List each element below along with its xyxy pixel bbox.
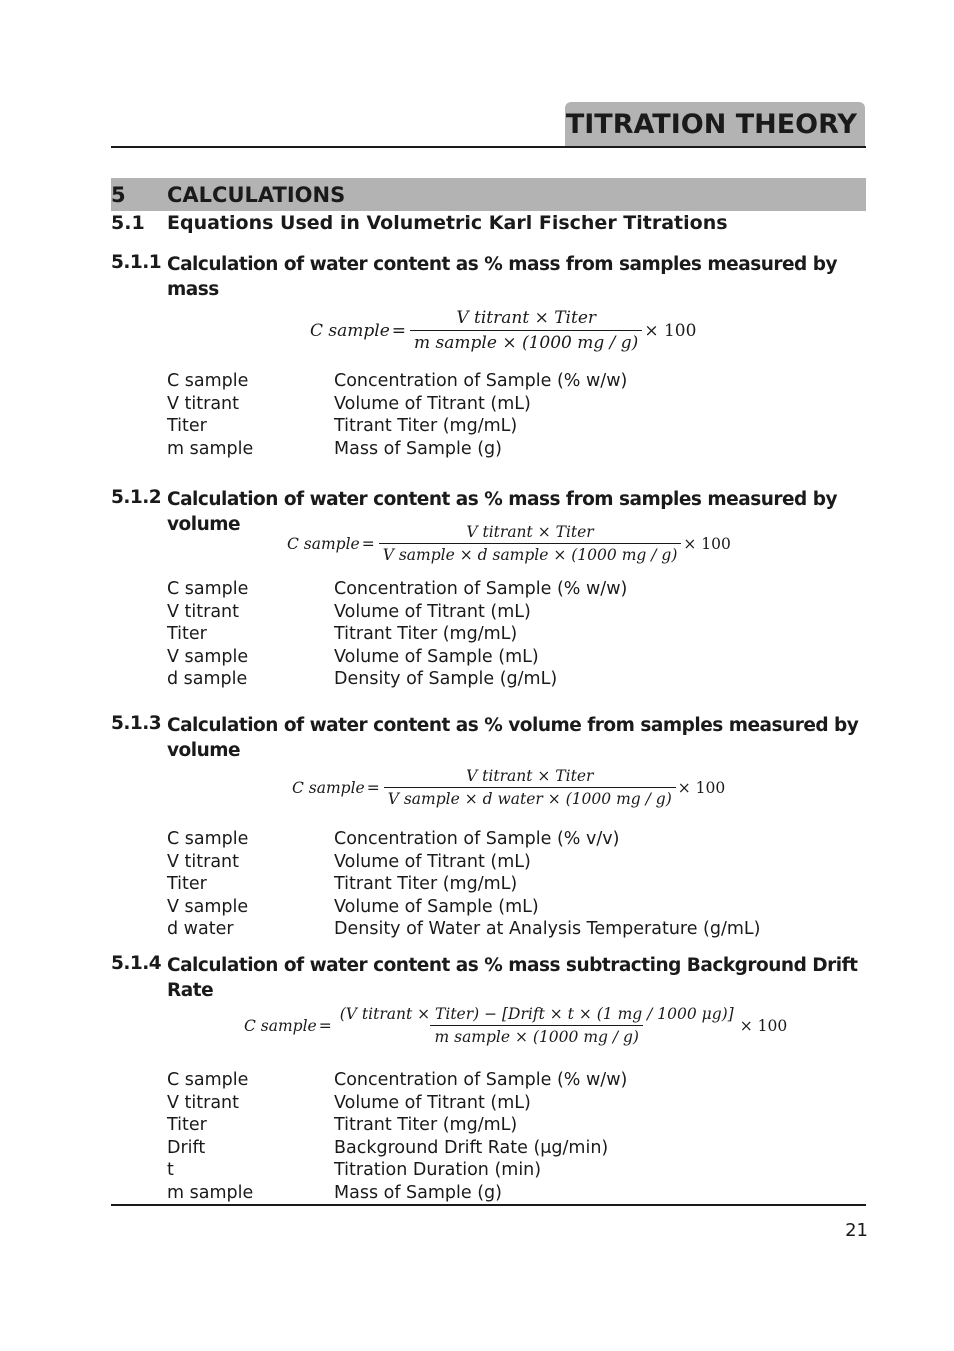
definition-row	[167, 578, 627, 601]
equation-lhs: C sample	[310, 320, 390, 341]
page-number: 21	[845, 1220, 868, 1241]
subsection-number: 5.1	[111, 212, 145, 234]
definition-symbol: d sample	[167, 669, 248, 689]
equation	[244, 1005, 787, 1046]
equation-lhs: C sample	[287, 534, 360, 553]
block-title: Calculation of water content as % mass from samples measured by mass	[167, 254, 838, 300]
running-header-title: TITRATION THEORY	[565, 102, 865, 146]
definition-symbol: V titrant	[167, 393, 239, 414]
equation-equals: =	[391, 320, 407, 341]
equation-numerator: V titrant × Titer	[466, 523, 594, 541]
equation-fraction	[336, 1005, 738, 1046]
definition-list	[167, 1069, 627, 1204]
equation-multiplier: × 100	[739, 1016, 788, 1035]
definition-row	[167, 1159, 627, 1182]
definition-symbol: t	[167, 1160, 174, 1180]
equation-denominator: m sample × (1000 mg / g)	[430, 1025, 643, 1046]
equation-multiplier: × 100	[683, 534, 731, 553]
equation-denominator: V sample × d sample × (1000 mg / g)	[379, 543, 682, 564]
definition-symbol: V titrant	[167, 851, 239, 872]
definition-description: Background Drift Rate (μg/min)	[334, 1137, 609, 1158]
block-number: 5.1.1	[111, 252, 162, 273]
definition-row	[167, 415, 627, 438]
footer-rule	[111, 1204, 866, 1206]
equation-numerator: V titrant × Titer	[456, 308, 597, 328]
equation	[310, 308, 696, 353]
block-title: Calculation of water content as % mass subtracting Background Drift Rate	[167, 955, 858, 1001]
definition-description: Volume of Titrant (mL)	[334, 1092, 531, 1113]
definition-symbol: C sample	[167, 1070, 249, 1090]
equation-numerator: V titrant × Titer	[466, 767, 594, 785]
block-number: 5.1.4	[111, 953, 162, 974]
definition-symbol: m sample	[167, 1182, 254, 1203]
definition-description: Volume of Titrant (mL)	[334, 393, 531, 414]
block-number: 5.1.3	[111, 713, 162, 734]
equation-equals: =	[318, 1016, 332, 1035]
definition-symbol: Titer	[167, 874, 207, 894]
definition-row	[167, 1069, 627, 1092]
definition-row	[167, 370, 627, 393]
section-number: 5	[111, 183, 126, 207]
definition-symbol: Titer	[167, 624, 207, 644]
definition-description: Concentration of Sample (% v/v)	[334, 829, 620, 849]
definition-row	[167, 851, 761, 874]
definition-row	[167, 623, 627, 646]
definition-description: Mass of Sample (g)	[334, 1182, 502, 1203]
definition-description: Titrant Titer (mg/mL)	[334, 874, 518, 894]
definition-description: Mass of Sample (g)	[334, 438, 502, 459]
definition-description: Concentration of Sample (% w/w)	[334, 371, 628, 391]
definition-row	[167, 1182, 627, 1205]
definition-symbol: V sample	[167, 646, 249, 667]
definition-description: Titrant Titer (mg/mL)	[334, 1115, 518, 1135]
definition-row	[167, 1092, 627, 1115]
definition-symbol: C sample	[167, 371, 249, 391]
equation-fraction	[384, 767, 676, 808]
equation-lhs: C sample	[244, 1016, 317, 1035]
equation-multiplier: × 100	[677, 778, 726, 797]
definition-list	[167, 828, 761, 941]
definition-row	[167, 393, 627, 416]
definition-symbol: d water	[167, 919, 234, 939]
definition-symbol: C sample	[167, 579, 249, 599]
definition-description: Volume of Sample (mL)	[334, 896, 539, 917]
definition-row	[167, 601, 627, 624]
definition-description: Density of Sample (g/mL)	[334, 669, 558, 689]
definition-symbol: V sample	[167, 896, 249, 917]
block-title: Calculation of water content as % mass from samples measured by volume	[167, 489, 838, 535]
definition-symbol: Titer	[167, 416, 207, 436]
equation	[287, 523, 731, 564]
definition-row	[167, 668, 627, 691]
definition-description: Volume of Sample (mL)	[334, 646, 539, 667]
block-title: Calculation of water content as % volume from samples measured by volume	[167, 715, 859, 761]
equation-fraction	[410, 308, 642, 353]
definition-list	[167, 370, 627, 460]
section-title: CALCULATIONS	[167, 183, 346, 207]
definition-description: Concentration of Sample (% w/w)	[334, 579, 628, 599]
equation-denominator: m sample × (1000 mg / g)	[410, 330, 642, 353]
block-number: 5.1.2	[111, 487, 162, 508]
definition-row	[167, 438, 627, 461]
definition-description: Volume of Titrant (mL)	[334, 851, 531, 872]
definition-description: Concentration of Sample (% w/w)	[334, 1070, 628, 1090]
definition-description: Density of Water at Analysis Temperature (g/mL)	[334, 919, 761, 939]
definition-symbol: C sample	[167, 829, 249, 849]
equation-equals: =	[366, 778, 380, 797]
definition-symbol: Drift	[167, 1137, 206, 1158]
equation-lhs: C sample	[292, 778, 365, 797]
definition-description: Titrant Titer (mg/mL)	[334, 416, 518, 436]
equation-equals: =	[361, 534, 375, 553]
header-rule	[111, 146, 866, 148]
definition-description: Volume of Titrant (mL)	[334, 601, 531, 622]
definition-symbol: Titer	[167, 1115, 207, 1135]
definition-row	[167, 873, 761, 896]
definition-symbol: m sample	[167, 438, 254, 459]
definition-symbol: V titrant	[167, 1092, 239, 1113]
subsection-title: Equations Used in Volumetric Karl Fischer Titrations	[167, 212, 728, 234]
definition-row	[167, 918, 761, 941]
equation-multiplier: × 100	[644, 320, 697, 341]
definition-symbol: V titrant	[167, 601, 239, 622]
equation	[292, 767, 725, 808]
definition-description: Titrant Titer (mg/mL)	[334, 624, 518, 644]
equation-numerator: (V titrant × Titer) − [Drift × t × (1 mg / 1000 μg)]	[339, 1005, 734, 1023]
definition-row	[167, 1137, 627, 1160]
definition-row	[167, 828, 761, 851]
definition-description: Titration Duration (min)	[334, 1160, 542, 1180]
definition-list	[167, 578, 627, 691]
definition-row	[167, 896, 761, 919]
definition-row	[167, 646, 627, 669]
equation-denominator: V sample × d water × (1000 mg / g)	[384, 787, 676, 808]
equation-fraction	[379, 523, 682, 564]
definition-row	[167, 1114, 627, 1137]
